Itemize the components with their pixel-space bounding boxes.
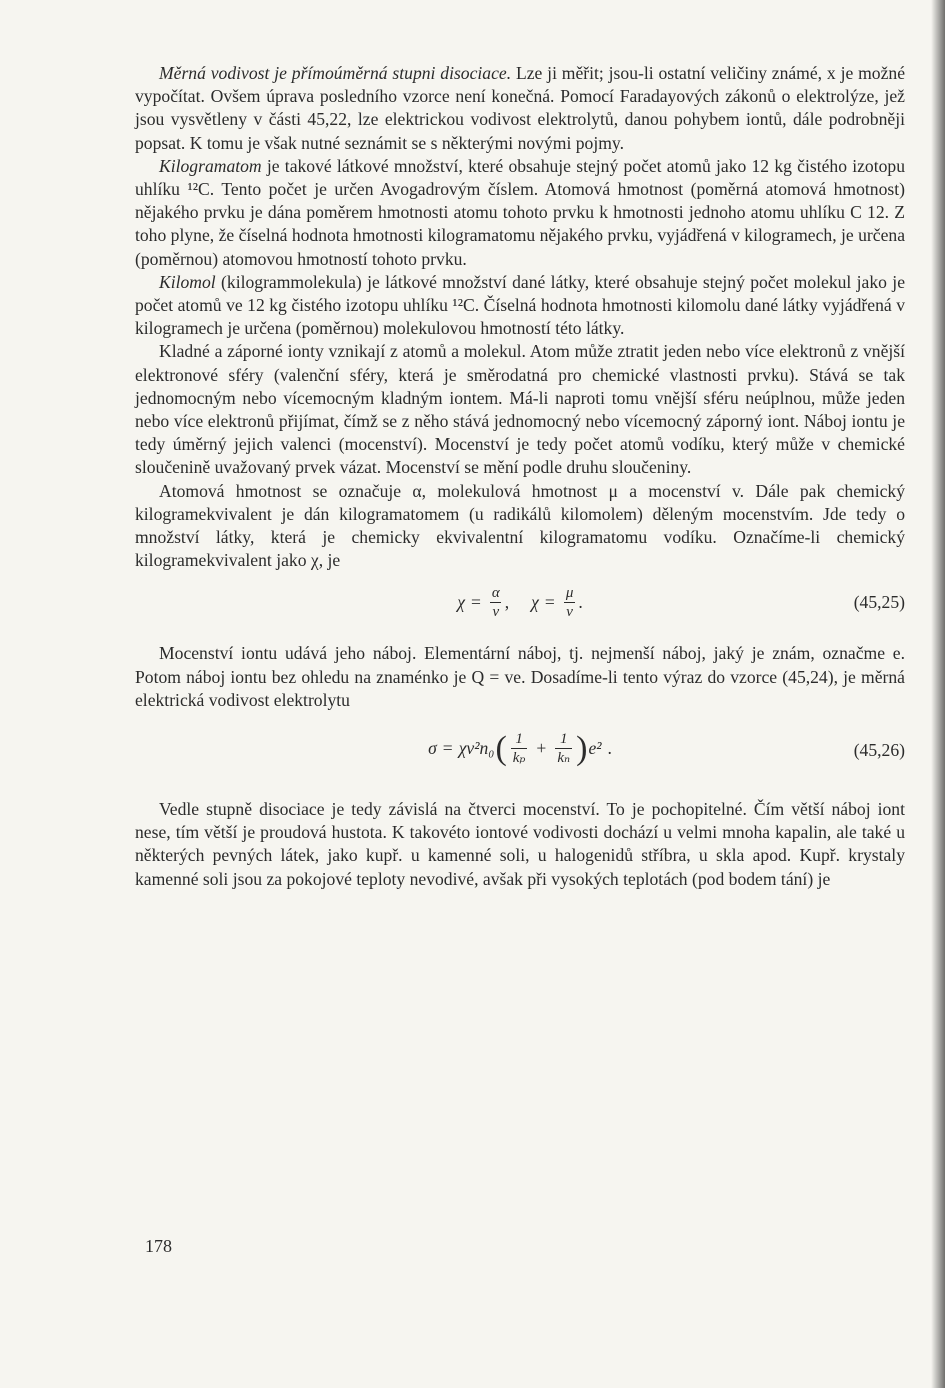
fraction: $\frac{\mu}{v}$ (565, 585, 574, 621)
paragraph-ion-charge: Mocenství iontu udává jeho náboj. Elementární náboj, tj. nejmenší náboj, jaký je znám, označme e. Potom náboj iontu bez ohledu na znaménko je Q = ve. Dosadíme-li tento výraz do vzorce (45,24), je měrná elektrická vodivost elektrolytu (135, 643, 905, 710)
fraction: $\frac{1}{\text{kₙ}}$ (557, 731, 571, 767)
italic-lead: Kilomol (159, 271, 216, 292)
equation-number: (45,25) (853, 592, 905, 613)
equation-number: (45,26) (853, 740, 905, 761)
equation-formula: σ = χv²n₀ ( $\frac{1}{\text{kₚ}}$ + $\frac{1}{\text{kₙ}}$ ) e² . (428, 729, 612, 767)
page-body (135, 62, 905, 891)
page-binding-shadow (931, 0, 945, 1388)
paragraph-square-valence: Vedle stupně disociace je tedy závislá na čtverci mocenství. To je pochopitelné. Čím větší náboj iont nese, tím větší je proudová hustota. K takovéto iontové vodivosti dochází u velmi mnoha kapalin, ale také u některých pevných látek, jako kupř. u kamenné soli, u halogenidů stříbra, u skla apod. Kupř. krystaly kamenné soli jsou za pokojové teploty nevodivé, avšak při vysokých teplotách (pod bodem tání) je (135, 799, 905, 889)
equation-45-25 (135, 572, 905, 642)
paragraph-kilogramatom: Kilogramatom je takové látkové množství, které obsahuje stejný počet atomů jako 12 kg čistého izotopu uhlíku ¹²C. Tento počet je určen Avogadrovým číslem. Atomová hmotnost (poměrná atomová hmotnost) nějakého prvku je dána poměrem hmotnosti atomu tohoto prvku k hmotnosti jednoho atomu uhlíku C 12. Z toho plyne, že číselná hodnota hmotnosti kilogramatomu nějakého prvku, vyjádřená v kilogramech, je určena (poměrnou) atomovou hmotností tohoto prvku. (135, 155, 905, 269)
equation-formula: χ = $\frac{\alpha}{v}$ , χ = $\frac{\mu}{v}$ . (457, 585, 583, 621)
paragraph-atomic-mass: Atomová hmotnost se označuje α, molekulová hmotnost μ a mocenství v. Dále pak chemický kilogramekvivalent je dán kilogramatomem (u radikálů kilomolem) děleným mocenstvím. Jde tedy o množství látky, která je chemicky ekvivalentní kilogramatomu vodíku. Označíme-li chemický kilogramekvivalent jako χ, je (135, 480, 905, 571)
equation-45-26 (135, 712, 905, 798)
paragraph-conductivity: Měrná vodivost je přímoúměrná stupni disociace. Lze ji měřit; jsou-li ostatní veličiny známé, x je možné vypočítat. Ovšem úprava posledního vzorce není konečná. Pomocí Faradayových zákonů o elektrolýze, jež jsou vysvětleny v části 45,22, lze elektrickou vodivost elektrolytů, danou pohybem iontů, dále podrobněji popsat. K tomu je však nutné seznámit se s některými novými pojmy. (135, 63, 906, 153)
fraction: $\frac{\alpha}{v}$ (491, 585, 500, 621)
fraction: $\frac{1}{\text{kₚ}}$ (512, 731, 526, 767)
italic-lead: Kilogramatom (159, 155, 262, 176)
paragraph-kilomol: Kilomol (kilogrammolekula) je látkové množství dané látky, které obsahuje stejný počet molekul jako je počet atomů ve 12 kg čistého izotopu uhlíku ¹²C. Číselná hodnota hmotnosti kilomolu dané látky vyjádřená v kilogramech je určena (poměrnou) molekulovou hmotností této látky. (135, 271, 905, 339)
page-number: 178 (145, 1236, 172, 1256)
italic-lead: Měrná vodivost je přímoúměrná stupni disociace. (159, 63, 512, 83)
paragraph-ions: Kladné a záporné ionty vznikají z atomů a molekul. Atom může ztratit jeden nebo více elektronů z vnější elektronové sféry (valenční sféry, která je směrodatná pro chemické vlastnosti prvku). Stává se tak jednomocným nebo vícemocným kladným iontem. Má-li naproti tomu vnější sféru neúplnou, může jeden nebo více elektronů přijímat, čímž se z něho stává jednomocný nebo vícemocný záporný iont. Náboj iontu je tedy úměrný jejich valenci (mocenství). Mocenství je tedy počet atomů vodíku, který může v chemické sloučenině uvažovaný prvek vázat. Mocenství se mění podle druhu sloučeniny. (135, 341, 905, 478)
